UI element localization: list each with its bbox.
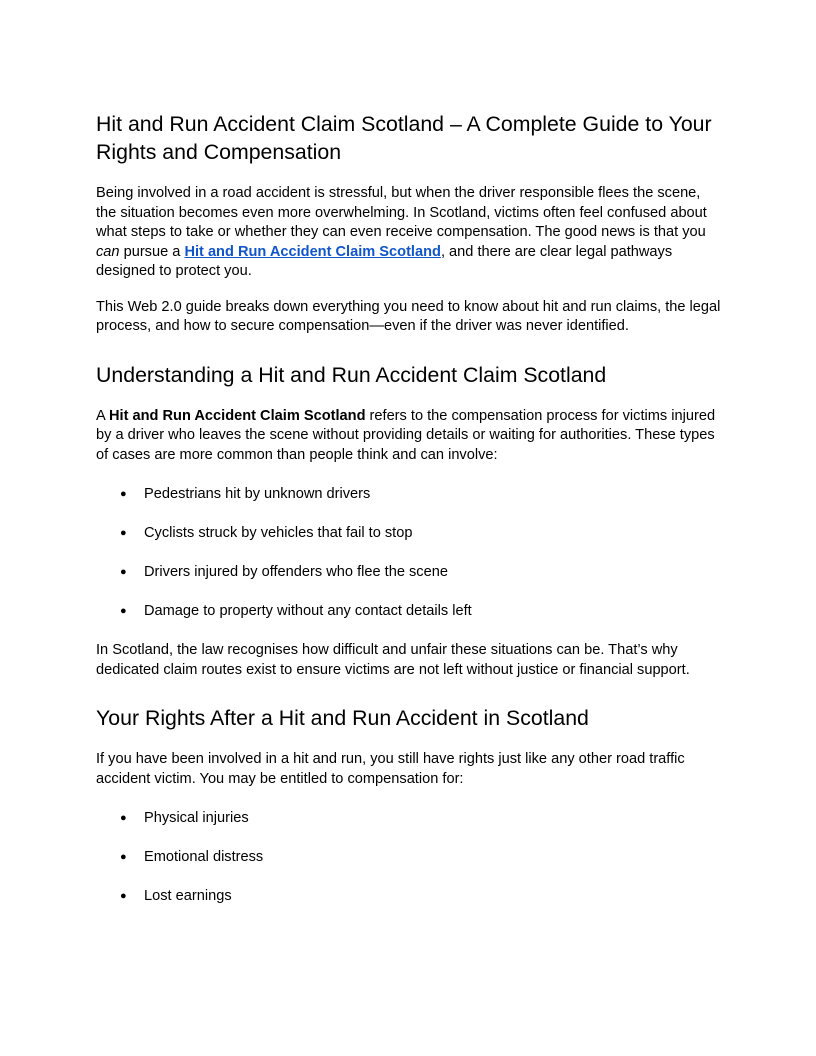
involvement-list [96,485,724,622]
understanding-bold-term: Hit and Run Accident Claim Scotland [108,407,366,424]
document-title: Hit and Run Accident Claim Scotland – A Complete Guide to Your Rights and Compensation [96,112,712,164]
intro-text-c: , and there are clear legal pathways designed to protect you. [96,243,673,279]
intro-text-b: pursue a [119,243,185,260]
rights-heading: Your Rights After a Hit and Run Accident in Scotland [96,706,589,730]
list-item [96,887,724,907]
bullet-icon: ● [120,851,127,863]
understanding-text-a: A [96,407,109,424]
bullet-icon: ● [120,605,127,617]
guide-paragraph: This Web 2.0 guide breaks down everything you need to know about hit and run claims, the legal process, and how to secure compensation—even if the driver was never identified. [96,298,721,334]
bullet-icon: ● [120,566,127,578]
understanding-text-b: refers to the compensation process for victims injured by a driver who leaves the scene without providing details or waiting for authorities. These types of cases are more common than people think and can involve: [96,407,716,463]
list-item [96,809,724,829]
understanding-heading: Understanding a Hit and Run Accident Claim Scotland [96,362,607,387]
intro-italic-can: can [96,243,120,260]
list-item [96,602,724,622]
document-page [96,110,724,926]
bullet-icon: ● [120,890,127,902]
bullet-icon: ● [120,488,127,500]
list-item-text: Cyclists struck by vehicles that fail to stop [144,525,413,541]
understanding-paragraph [96,407,724,466]
bullet-icon: ● [120,527,127,539]
list-item [96,485,724,505]
intro-text-a: Being involved in a road accident is stressful, but when the driver responsible flees the scene, the situation becomes even more overwhelming. In Scotland, victims often feel confused about what steps to take or whether they can even receive compensation. The good news is that you [96,185,707,240]
list-item-text: Physical injuries [144,810,249,826]
bullet-icon: ● [120,812,127,824]
claim-link[interactable]: Hit and Run Accident Claim Scotland [184,243,441,260]
list-item [96,848,724,868]
law-paragraph: In Scotland, the law recognises how difficult and unfair these situations can be. That’s why dedicated claim routes exist to ensure victims are not left without justice or financial support. [96,642,690,678]
list-item-text: Drivers injured by offenders who flee the scene [144,564,448,580]
list-item [96,563,724,583]
rights-paragraph: If you have been involved in a hit and run, you still have rights just like any other road traffic accident victim. You may be entitled to compensation for: [96,751,685,787]
list-item-text: Damage to property without any contact details left [144,603,472,619]
compensation-list [96,809,724,907]
list-item-text: Emotional distress [144,849,264,865]
list-item-text: Lost earnings [144,888,232,904]
intro-paragraph [96,184,724,282]
list-item-text: Pedestrians hit by unknown drivers [144,486,371,502]
list-item [96,524,724,544]
